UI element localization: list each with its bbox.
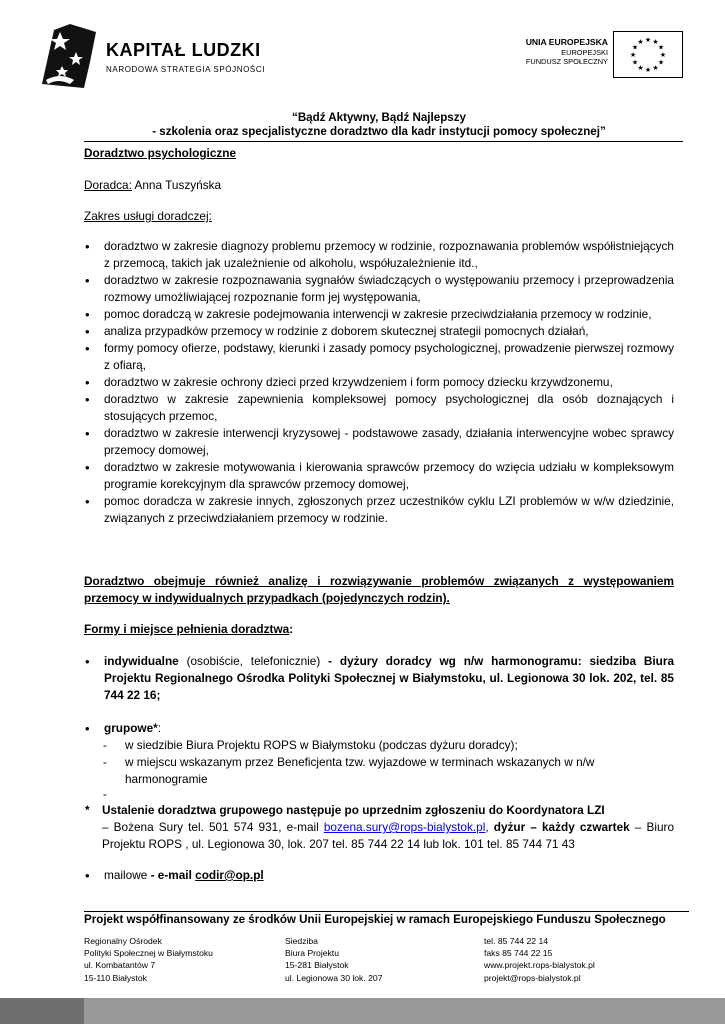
footer-email-link[interactable]: projekt@rops-bialystok.pl <box>484 972 581 983</box>
group-list-item: - w miejscu wskazanym przez Beneficjenta tzw. wyjazdowe w terminach wskazanych w n/w harmonogramie <box>84 754 674 788</box>
scope-item: • doradztwo w zakresie diagnozy problemu przemocy w rodzinie, rozpoznawania problemów współistniejących z przemocą, takich jak uzależnienie od alkoholu, współuzależnienie itd., <box>84 238 674 272</box>
footer-line: Polityki Społecznej w Białymstoku <box>84 948 213 959</box>
eu-star-icon: ★ <box>637 38 644 46</box>
eu-star-icon: ★ <box>644 36 652 44</box>
footer-column-contact <box>484 935 595 984</box>
note-office: – Biuro Projektu ROPS , ul. Legionowa 30, lok. 207 tel. 85 744 22 14 lub lok. 101 tel. 85 744 71 43 <box>102 820 675 851</box>
group-list-item: - w siedzibie Biura Projektu ROPS w Białymstoku (podczas dyżuru doradcy); <box>84 737 674 754</box>
individual-item <box>84 653 674 704</box>
footer-column-seat <box>285 935 382 984</box>
project-title <box>84 111 674 139</box>
footer-line: tel. 85 744 22 14 <box>484 936 549 946</box>
footer-column-office <box>84 935 213 984</box>
kapital-ludzki-emblem-icon <box>40 22 100 92</box>
footer-line: 15-281 Białystok <box>285 960 349 971</box>
note-star: * <box>85 803 90 817</box>
eu-star-icon: ★ <box>629 51 637 59</box>
kapital-ludzki-logo <box>40 22 270 92</box>
mail-item <box>84 867 264 884</box>
group-item <box>84 720 161 737</box>
eu-line-3: FUNDUSZ SPOŁECZNY <box>525 57 608 66</box>
bullet-icon: • <box>85 654 90 669</box>
eu-star-icon: ★ <box>652 64 659 72</box>
project-title-line-1: “Bądź Aktywny, Bądź Najlepszy <box>292 111 466 124</box>
scope-item: • doradztwo w zakresie zapewnienia kompleksowej pomocy psychologicznej dla osób doznających i stosujących przemoc, <box>84 391 674 425</box>
includes-paragraph: Doradztwo obejmuje również analizę i rozwiązywanie problemów związanych z występowaniem przemocy w indywidualnych przypadkach (pojedynczych rodzin). <box>84 574 674 605</box>
scope-label: Zakres usługi doradczej: <box>84 209 212 223</box>
bullet-icon: • <box>85 721 90 736</box>
logo-title: KAPITAŁ LUDZKI <box>106 40 261 60</box>
footer-title: Projekt współfinansowany ze środków Unii Europejskiej w ramach Europejskiego Funduszu Społecznego <box>84 913 666 926</box>
group-list <box>84 737 674 788</box>
footer-divider <box>84 911 689 912</box>
footer-line: faks 85 744 22 15 <box>484 948 553 959</box>
individual-mode: (osobiście, telefonicznie) <box>178 654 329 668</box>
bottom-bar <box>0 998 725 1024</box>
group-colon: : <box>157 721 162 735</box>
eu-star-icon: ★ <box>644 66 652 74</box>
scope-item: • pomoc doradcza w zakresie innych, zgłoszonych przez uczestników cyklu LZI problemów w w/w dziedzinie, związanych z przeciwdziałaniem przemocy w rodzinie. <box>84 493 674 527</box>
eu-star-icon: ★ <box>659 51 667 59</box>
eu-text <box>506 38 608 67</box>
eu-star-icon: ★ <box>637 64 644 72</box>
advisor-label: Doradca: <box>84 178 132 192</box>
section-title: Doradztwo psychologiczne <box>84 146 237 160</box>
project-title-line-2: - szkolenia oraz specjalistyczne doradztwo dla kadr instytucji pomocy społecznej” <box>152 125 606 138</box>
forms-heading <box>84 621 293 638</box>
note-contact: – Bożena Sury tel. 501 574 931, e-mail <box>102 820 324 834</box>
footer-website-link[interactable]: www.projekt.rops-bialystok.pl <box>484 960 595 971</box>
group-label: grupowe* <box>104 721 158 735</box>
individual-details: - dyżury doradcy wg n/w harmonogramu: siedziba Biura Projektu Regionalnego Ośrodka Polityki Społecznej w Białymstoku, ul. Legionowa 30 lok. 202, tel. 85 744 22 16; <box>104 654 675 702</box>
eu-star-icon: ★ <box>631 43 639 52</box>
scope-item: • analiza przypadków przemocy w rodzinie z doborem skutecznej strategii pomocnych działań, <box>84 323 674 340</box>
group-note <box>84 802 674 853</box>
footer-line: ul. Legionowa 30 lok. 207 <box>285 972 383 983</box>
individual-label: indywidualne <box>104 654 179 668</box>
mail-prefix: - e-mail <box>150 868 196 882</box>
eu-star-icon: ★ <box>631 58 639 67</box>
eu-star-icon: ★ <box>657 58 665 67</box>
eu-line-1: UNIA EUROPEJSKA <box>525 37 608 47</box>
scope-item: • doradztwo w zakresie interwencji kryzysowej - podstawowe zasady, działania interwencyjne wobec sprawcy przemocy domowej, <box>84 425 674 459</box>
title-divider <box>84 141 683 142</box>
forms-colon: : <box>289 622 294 636</box>
footer-line: Biura Projektu <box>285 948 339 959</box>
footer-line: ul. Kombatantów 7 <box>84 960 156 971</box>
coordinator-email-link[interactable]: bozena.sury@rops-bialystok.pl <box>323 820 486 834</box>
eu-flag-icon <box>613 31 683 78</box>
mail-label: mailowe <box>104 868 151 882</box>
eu-star-icon: ★ <box>657 43 665 52</box>
note-separator: , <box>485 820 494 834</box>
footer-line: Siedziba <box>285 936 318 946</box>
logo-subtitle: NARODOWA STRATEGIA SPÓJNOŚCI <box>106 65 266 74</box>
advisor-name: Anna Tuszyńska <box>131 178 222 192</box>
forms-label: Formy i miejsce pełnienia doradztwa <box>84 622 290 636</box>
advisor-line <box>84 177 221 194</box>
scope-item: • pomoc doradczą w zakresie podejmowania interwencji w zakresie przeciwdziałania przemocy w rodzinie, <box>84 306 674 323</box>
scope-item: • doradztwo w zakresie ochrony dzieci przed krzywdzeniem i form pomocy dziecku krzywdzonemu, <box>84 374 674 391</box>
eu-logo <box>506 31 684 79</box>
eu-line-2: EUROPEJSKI <box>561 47 608 57</box>
empty-dash: - <box>103 787 107 801</box>
mail-address[interactable]: codir@op.pl <box>195 868 264 882</box>
footer-line: 15-110 Białystok <box>84 972 147 983</box>
scope-list <box>84 238 674 527</box>
note-bold: Ustalenie doradztwa grupowego następuje po uprzednim zgłoszeniu do Koordynatora LZI <box>102 803 605 817</box>
bullet-icon: • <box>85 868 90 883</box>
scope-item: • formy pomocy ofierze, podstawy, kierunki i zasady pomocy psychologicznej, prowadzenie pierwszej rozmowy z ofiarą, <box>84 340 674 374</box>
footer-line: Regionalny Ośrodek <box>84 936 162 946</box>
scope-item: • doradztwo w zakresie rozpoznawania sygnałów świadczących o występowaniu przemocy i przeprowadzenia rozmowy umożliwiającej rozpoznanie form jej występowania, <box>84 272 674 306</box>
note-duty: dyżur – każdy czwartek <box>493 820 630 834</box>
scope-item: • doradztwo w zakresie motywowania i kierowania sprawców przemocy do wzięcia udziału w kompleksowym programie korekcyjnym dla sprawców przemocy domowej, <box>84 459 674 493</box>
eu-star-icon: ★ <box>652 38 659 46</box>
bottom-bar-accent <box>0 998 84 1024</box>
